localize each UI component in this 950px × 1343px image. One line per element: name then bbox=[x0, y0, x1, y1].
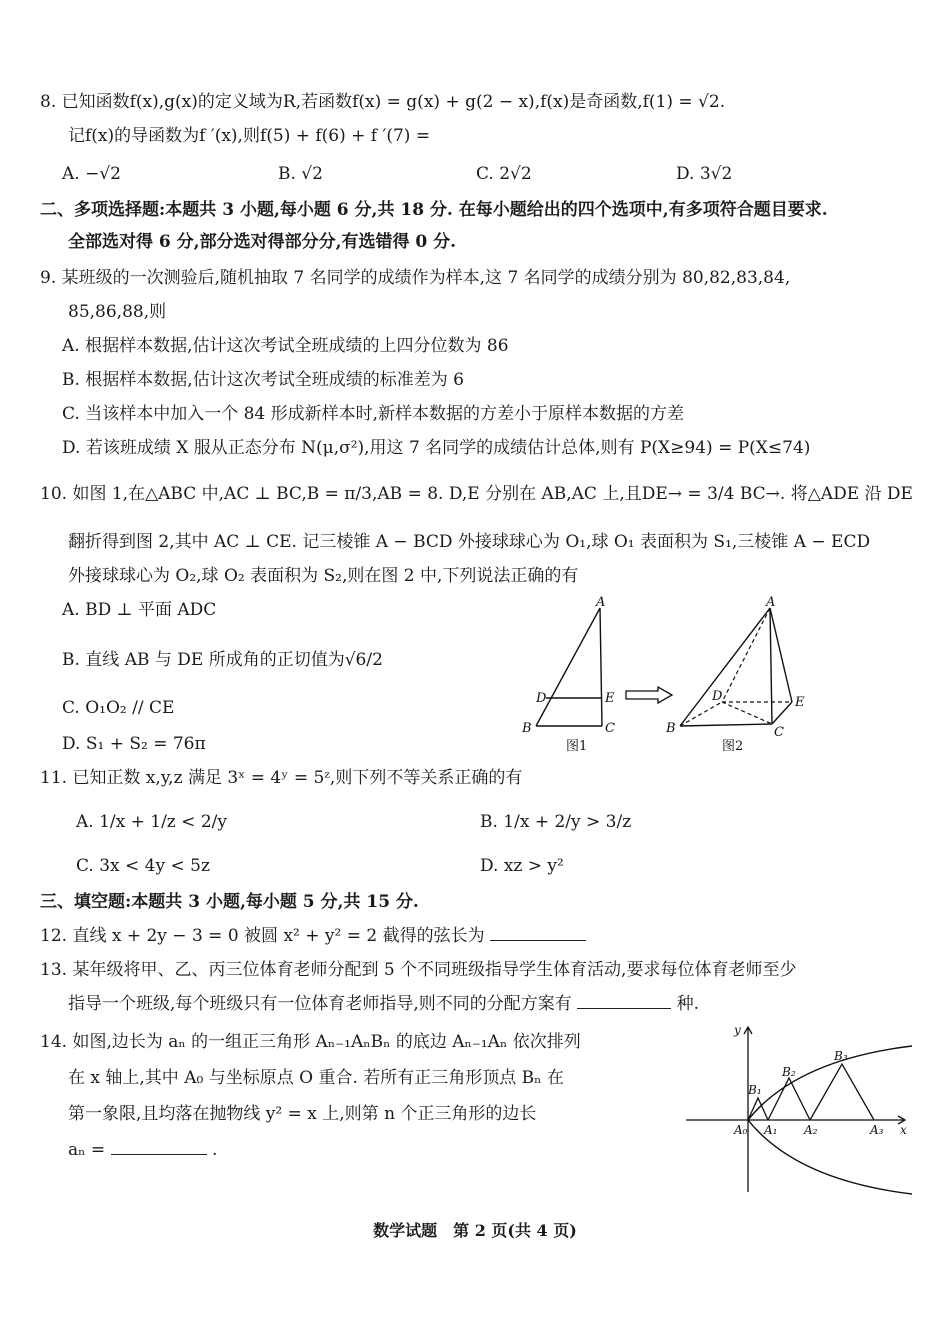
q8-option-b: B. √2 bbox=[278, 164, 323, 184]
fig1-label-c: C bbox=[605, 721, 615, 736]
fig1-label-a: A bbox=[596, 595, 606, 610]
q14-label-a0: A₀ bbox=[734, 1123, 748, 1137]
fig2-label-d: D bbox=[712, 689, 723, 704]
q14-triangle-3 bbox=[810, 1064, 874, 1120]
q8-stem-line2: 记f(x)的导函数为f ′(x),则f(5) + f(6) + f ′(7) = bbox=[68, 126, 431, 146]
fig2-edge-ad bbox=[722, 608, 770, 702]
q14-label-a1: A₁ bbox=[764, 1123, 778, 1137]
q14-figure bbox=[686, 1020, 916, 1196]
q9-stem-line2: 85,86,88,则 bbox=[68, 302, 167, 322]
fig2-edge-bd bbox=[680, 702, 722, 726]
q10-option-a: A. BD ⊥ 平面 ADC bbox=[62, 600, 217, 620]
fig2-label-e: E bbox=[795, 695, 805, 710]
fig2-edge-ac bbox=[770, 608, 772, 724]
q11-option-c: C. 3x < 4y < 5z bbox=[76, 856, 210, 876]
fig1-label-e: E bbox=[605, 691, 615, 706]
fig1-label-b: B bbox=[522, 721, 532, 736]
q14-label-b1: B₁ bbox=[748, 1083, 762, 1097]
q10-figure-1 bbox=[510, 595, 630, 758]
fig2-label-b: B bbox=[666, 721, 676, 736]
fig1-label-d: D bbox=[536, 691, 547, 706]
q9-option-b: B. 根据样本数据,估计这次考试全班成绩的标准差为 6 bbox=[62, 370, 464, 390]
q11-stem: 11. 已知正数 x,y,z 满足 3ˣ = 4ʸ = 5ᶻ,则下列不等关系正确的有 bbox=[40, 768, 523, 788]
q12-stem: 12. 直线 x + 2y − 3 = 0 被圆 x² + y² = 2 截得的弦长为 bbox=[40, 926, 485, 946]
q8-stem-line1: 8. 已知函数f(x),g(x)的定义域为R,若函数f(x) = g(x) + g(2 − x),f(x)是奇函数,f(1) = √2. bbox=[40, 92, 726, 112]
q11-option-b: B. 1/x + 2/y > 3/z bbox=[480, 812, 632, 832]
fig1-caption: 图1 bbox=[566, 739, 588, 754]
q12-answer-blank[interactable] bbox=[490, 924, 586, 941]
section2-heading-line2: 全部选对得 6 分,部分选对得部分分,有选错得 0 分. bbox=[68, 232, 457, 252]
q14-stem-line2: 在 x 轴上,其中 A₀ 与坐标原点 O 重合. 若所有正三角形顶点 Bₙ 在 bbox=[68, 1068, 564, 1088]
q8-options bbox=[0, 160, 950, 188]
fig2-edge-bc bbox=[680, 724, 772, 726]
q14-label-b2: B₂ bbox=[782, 1065, 796, 1079]
q14-label-a3: A₃ bbox=[870, 1123, 884, 1137]
fig2-edge-ce bbox=[772, 702, 792, 724]
q13-suffix: 种. bbox=[676, 994, 700, 1014]
fig2-label-c: C bbox=[774, 725, 784, 740]
q9-stem-line1: 9. 某班级的一次测验后,随机抽取 7 名同学的成绩作为样本,这 7 名同学的成绩分别为 80,82,83,84, bbox=[40, 268, 791, 288]
fig1-edge-ac bbox=[600, 608, 602, 726]
q9-option-a: A. 根据样本数据,估计这次考试全班成绩的上四分位数为 86 bbox=[62, 336, 509, 356]
q8-option-c: C. 2√2 bbox=[476, 164, 532, 184]
q14-suffix: . bbox=[211, 1140, 218, 1160]
q10-stem-line1: 10. 如图 1,在△ABC 中,AC ⊥ BC,B = π/3,AB = 8. D,E 分别在 AB,AC 上,且DE→ = 3/4 BC→. 将△ADE 沿 DE bbox=[40, 484, 913, 504]
page-footer: 数学试题 第 2 页(共 4 页) bbox=[373, 1221, 577, 1240]
q14-stem-line4: aₙ = bbox=[68, 1140, 106, 1160]
q11-option-a: A. 1/x + 1/z < 2/y bbox=[76, 812, 227, 832]
q14-label-a2: A₂ bbox=[804, 1123, 818, 1137]
fig2-edge-dc bbox=[722, 702, 772, 724]
q10-stem-line3: 外接球球心为 O₂,球 O₂ 表面积为 S₂,则在图 2 中,下列说法正确的有 bbox=[68, 566, 579, 586]
q14-stem-line3: 第一象限,且均落在抛物线 y² = x 上,则第 n 个正三角形的边长 bbox=[68, 1104, 537, 1124]
section3-heading: 三、填空题:本题共 3 小题,每小题 5 分,共 15 分. bbox=[40, 892, 419, 912]
q10-option-c: C. O₁O₂ // CE bbox=[62, 698, 175, 718]
q9-option-d: D. 若该班成绩 X 服从正态分布 N(μ,σ²),用这 7 名同学的成绩估计总体,则有 P(X≥94) = P(X≤74) bbox=[62, 438, 811, 458]
q10-option-d: D. S₁ + S₂ = 76π bbox=[62, 734, 206, 754]
q14-label-x: x bbox=[900, 1123, 907, 1137]
q10-figure-2 bbox=[660, 595, 820, 758]
fig2-caption: 图2 bbox=[722, 739, 744, 754]
q13-answer-blank[interactable] bbox=[577, 992, 671, 1009]
fig2-edge-ab bbox=[680, 608, 770, 726]
q9-option-c: C. 当该样本中加入一个 84 形成新样本时,新样本数据的方差小于原样本数据的方差 bbox=[62, 404, 685, 424]
q11-options-row2 bbox=[0, 852, 950, 880]
fig2-label-a: A bbox=[766, 595, 776, 610]
fig2-edge-ae bbox=[770, 608, 792, 702]
q11-options-row1 bbox=[0, 808, 950, 836]
q12-line bbox=[40, 924, 586, 948]
fig1-edge-ab bbox=[536, 608, 600, 726]
q14-stem-line1: 14. 如图,边长为 aₙ 的一组正三角形 Aₙ₋₁AₙBₙ 的底边 Aₙ₋₁Aₙ 依次排列 bbox=[40, 1032, 581, 1052]
q10-stem-line2: 翻折得到图 2,其中 AC ⊥ CE. 记三棱锥 A − BCD 外接球球心为 O₁,球 O₁ 表面积为 S₁,三棱锥 A − ECD bbox=[68, 532, 871, 552]
section2-heading-line1: 二、多项选择题:本题共 3 小题,每小题 6 分,共 18 分. 在每小题给出的四个选项中,有多项符合题目要求. bbox=[40, 200, 828, 220]
q14-answer-blank[interactable] bbox=[111, 1138, 207, 1155]
q13-stem-line2: 指导一个班级,每个班级只有一位体育老师指导,则不同的分配方案有 bbox=[68, 994, 572, 1014]
q14-line4 bbox=[68, 1138, 217, 1162]
q8-option-a: A. −√2 bbox=[62, 164, 121, 184]
q13-stem-line1: 13. 某年级将甲、乙、丙三位体育老师分配到 5 个不同班级指导学生体育活动,要求每位体育老师至少 bbox=[40, 960, 797, 980]
q8-option-d: D. 3√2 bbox=[676, 164, 733, 184]
q11-option-d: D. xz > y² bbox=[480, 856, 564, 876]
q10-option-b: B. 直线 AB 与 DE 所成角的正切值为√6/2 bbox=[62, 650, 383, 670]
q14-label-y: y bbox=[734, 1023, 741, 1037]
q14-label-b3: B₃ bbox=[834, 1049, 848, 1063]
q13-line2 bbox=[68, 992, 699, 1016]
